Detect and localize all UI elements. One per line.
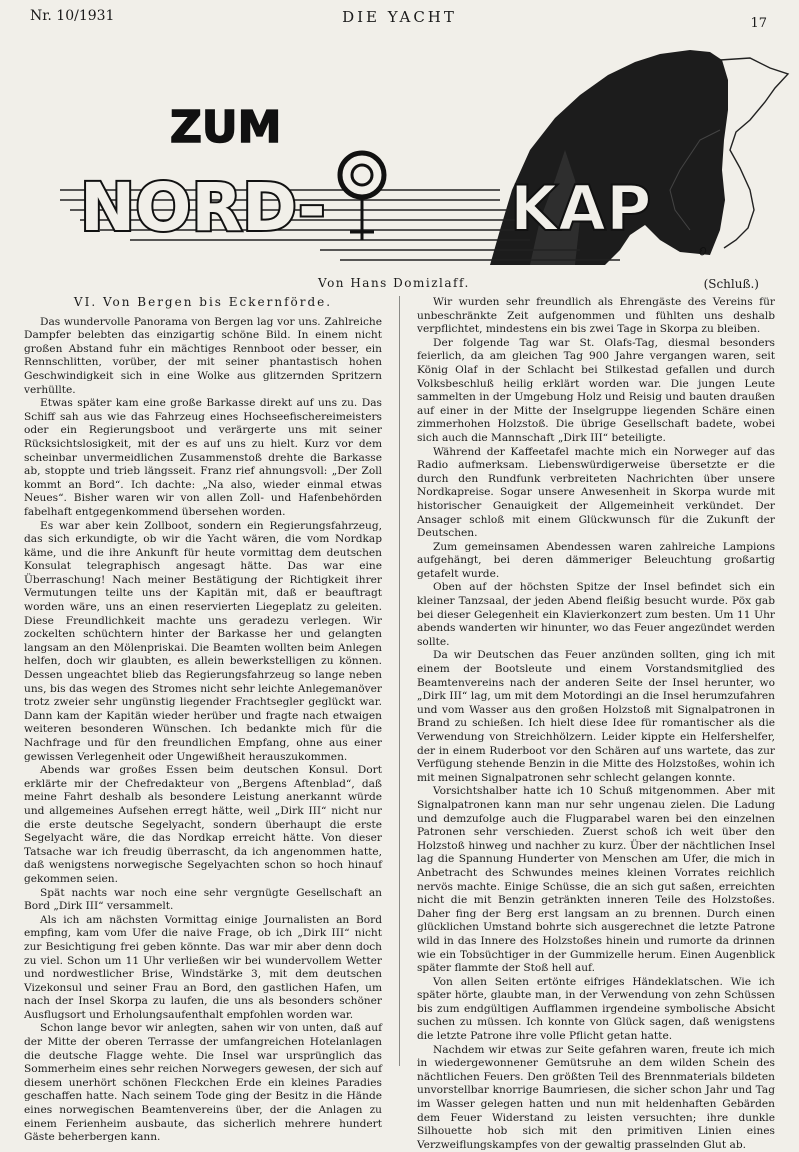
paragraph: Der folgende Tag war St. Olafs-Tag, diesmal besonders feierlich, da am gleichen Tag 900 Jahre vergangen waren, seit König Olaf in der Schlacht bei Stilkestad gefallen und durch Volksbeschluß heilig erklärt worden war. Die jungen Leute sammelten in der Umgebung Holz und Reisig und bauten draußen auf einer in der Mitte der Inselgruppe liegenden Schäre einen zimmerhohen Holzstoß. Die übrige Gesellschaft badete, wobei sich auch die Mannschaft „Dirk III“ beteiligte.	[417, 336, 775, 444]
paragraph: Schon lange bevor wir anlegten, sahen wir von unten, daß auf der Mitte der oberen Terrasse der umfangreichen Hotelanlagen die deutsche Flagge wehte. Die Insel war ursprünglich das Sommerheim eines sehr reichen Norwegers gewesen, der sich auf diesem unerhört schönen Fleckchen Erde ein kleines Paradies geschaffen hatte. Nach seinem Tode ging der Besitz in die Hände eines norwegischen Beamtenvereins über, der die Anlagen zu einem Ferienheim ausbaute, das sicherlich mehrere hundert Gäste beherbergen kann.	[24, 1022, 382, 1144]
issue-number: Nr. 10/1931	[30, 8, 115, 24]
paragraph: Nachdem wir etwas zur Seite gefahren waren, freute ich mich in wiedergewonnener Gemütsruhe an dem wilden Schein des nächtlichen Feuers. Den größten Teil des Brennmaterials bildeten unvorstellbar knorrige Baumriesen, die sicher schon Jahr und Tag im Wasser gelegen hatten und nun mit heldenhaften Gebärden dem Feuer Widerstand zu leisten versuchten; ihre dunkle Silhouette hob sich mit den primitiven Linien eines Verzweiflungskampfes von der gewaltig prasselnden Glut ab.	[417, 1043, 775, 1151]
coastline-map	[720, 58, 788, 248]
title-nord: NORD-	[80, 169, 326, 246]
title-kap: KAP	[510, 172, 652, 245]
right-column	[417, 296, 775, 1152]
left-column	[24, 296, 382, 1145]
page-number: 17	[750, 16, 767, 31]
sun-icon	[340, 153, 384, 240]
paragraph: Wir wurden sehr freundlich als Ehrengäste des Vereins für unbeschränkte Zeit aufgenommen und fühlten uns deshalb verpflichtet, mindestens ein bis zwei Tage in Skorpa zu bleiben.	[417, 296, 775, 336]
byline: Von Hans Domizlaff.	[318, 276, 470, 290]
paragraph: Von allen Seiten ertönte eifriges Händeklatschen. Wie ich später hörte, glaubte man, in der Verwendung von zehn Schüssen bis zum endgültigen Aufflammen irgendeine symbolische Absicht suchen zu müssen. Ich konnte von Glück sagen, daß wenigstens die letzte Patrone ihre volle Pflicht getan hatte.	[417, 975, 775, 1043]
title-illustration	[60, 40, 790, 270]
title-zum: ZUM	[170, 102, 282, 153]
paragraph: Zum gemeinsamen Abendessen waren zahlreiche Lampions aufgehängt, bei deren dämmeriger Beleuchtung großartig getafelt wurde.	[417, 540, 775, 580]
paragraph: Da wir Deutschen das Feuer anzünden sollten, ging ich mit einem der Bootsleute und einem Vorstandsmitglied des Beamtenvereins nach der anderen Seite der Insel herunter, wo „Dirk III“ lag, um mit dem Motordingi an die Insel herumzufahren und vom Wasser aus den großen Holzstoß mit Signalpatronen in Brand zu schießen. Ich hielt diese Idee für romantischer als die Verwendung von Streichhölzern. Leider kippte ein Helfershelfer, der in einem Ruderboot vor den Schären auf uns wartete, das zur Verfügung stehende Benzin in die Mitte des Holzstoßes, wohin ich mit meinen Signalpatronen sehr schlecht gelangen konnte.	[417, 649, 775, 784]
paragraph: Als ich am nächsten Vormittag einige Journalisten an Bord empfing, kam vom Ufer die naive Frage, ob ich „Dirk III“ nicht zur Besichtigung frei geben könnte. Das war mir aber denn doch zu viel. Schon um 11 Uhr verließen wir bei wundervollem Wetter und nordwestlicher Brise, Windstärke 3, mit dem deutschen Vizekonsul und seiner Frau an Bord, den gastlichen Hafen, um nach der Insel Skorpa zu laufen, die uns als besonders schöner Ausflugsort und Erholungsaufenthalt empfohlen worden war.	[24, 913, 382, 1021]
paragraph: Vorsichtshalber hatte ich 10 Schuß mitgenommen. Aber mit Signalpatronen kann man nur sehr ungenau zielen. Die Ladung und demzufolge auch die Flugparabel waren bei den einzelnen Patronen sehr verschieden. Zuerst schoß ich weit über den Holzstoß hinweg und nachher zu kurz. Über der nächtlichen Insel lag die Spannung Hunderter von Menschen am Ufer, die mich in Anbetracht des Schwundes meines kleinen Vorrates reichlich nervös machte. Einige Schüsse, die an sich gut saßen, erreichten nicht die mit Benzin getränkten inneren Teile des Holzstoßes. Daher fing der Berg erst langsam an zu brennen. Durch einen glücklichen Umstand bohrte sich ausgerechnet die letzte Patrone wild in das Innere des Holzstoßes hinein und rumorte da drinnen wie ein Tobsüchtiger in der Gummizelle herum. Einen Augenblick später flammte der Stoß hell auf.	[417, 785, 775, 975]
paragraph: Spät nachts war noch eine sehr vergnügte Gesellschaft an Bord „Dirk III“ versammelt.	[24, 886, 382, 913]
section-heading: VI. Von Bergen bis Eckernförde.	[73, 295, 333, 309]
paragraph: Während der Kaffeetafel machte mich ein Norweger auf das Radio aufmerksam. Liebenswürdigerweise übersetzte er die durch den Rundfunk verbreiteten Nachrichten über unsere Nordkapreise. Sogar unsere Anwesenheit in Skorpa wurde mit historischer Genauigkeit der Allgemeinheit verkündet. Der Ansager schloß mit einem Glückwunsch für die Zukunft der Deutschen.	[417, 445, 775, 540]
paragraph: Das wundervolle Panorama von Bergen lag vor uns. Zahlreiche Dampfer belebten das einzigartig schöne Bild. In einem nicht großen Abstand fuhr ein mächtiges Rennboot oder besser, ein Rennschlitten, vorüber, der mit seiner phantastisch hohen Geschwindigkeit sich in eine Wolke aus glitzernden Spritzern verhüllte.	[24, 315, 382, 396]
paragraph: Es war aber kein Zollboot, sondern ein Regierungsfahrzeug, das sich erkundigte, ob wir die Yacht wären, die vom Nordkap käme, und die ihre Ankunft für heute vormittag dem deutschen Konsulat telegraphisch angesagt hätte. Das war eine Überraschung! Nach meiner Bestätigung der Richtigkeit ihrer Vermutungen teilte uns der Kapitän mit, daß er beauftragt worden wäre, uns an einen reservierten Liegeplatz zu geleiten. Diese Freundlichkeit machte uns geradezu verlegen. Wir zockelten schüchtern hinter der Barkasse her und gelangten langsam an den Mölenpriskai. Die Beamten wollten beim Anlegen helfen, doch wir glaubten, es allein bewerkstelligen zu können. Dessen ungeachtet blieb das Regierungsfahrzeug so lange neben uns, bis das wegen des Stromes nicht sehr leichte Anlegemanöver trotz zweier sehr ungünstig liegender Frachtsegler geglückt war. Dann kam der Kapitän wieder herüber und fragte nach etwaigen weiteren besonderen Wünschen. Ich bedankte mich für die Nachfrage und für den freundlichen Empfang, ohne aus einer gewissen Verlegenheit oder Ungewißheit herauszukommen.	[24, 519, 382, 763]
paragraph: Abends war großes Essen beim deutschen Konsul. Dort erklärte mir der Chefredakteur von „Bergens Aftenblad“, daß meine Fahrt deshalb als besondere Leistung anerkannt würde und allgemeines Aufsehen erregt hätte, weil „Dirk III“ nicht nur die erste deutsche Segelyacht, sondern überhaupt die erste Segelyacht wäre, die das Nordkap erreicht hätte. Von dieser Tatsache war ich freudig überrascht, da ich angenommen hatte, daß wenigstens norwegische Segelyachten schon so hoch hinauf gekommen seien.	[24, 764, 382, 885]
column-divider	[399, 296, 400, 1066]
paragraph: Oben auf der höchsten Spitze der Insel befindet sich ein kleiner Tanzsaal, der jeden Abend fleißig besucht wurde. Pöx gab bei dieser Gelegenheit ein Klavierkonzert zum besten. Um 11 Uhr abends wanderten wir hinunter, wo das Feuer angezündet werden sollte.	[417, 581, 775, 648]
continuation-note: (Schluß.)	[703, 277, 759, 291]
paragraph: Etwas später kam eine große Barkasse direkt auf uns zu. Das Schiff sah aus wie das Fahrzeug eines Hochseefischereimeisters oder ein Regierungsboot und verärgerte uns mit seiner Rücksichtslosigkeit, mit der es auf uns zu hielt. Kurz vor dem scheinbar unvermeidlichen Zusammenstoß drehte die Barkasse ab, stoppte und trieb längsseit. Franz rief ahnungsvoll: „Der Zoll kommt an Bord“. Ich dachte: „Na also, wieder einmal etwas Neues“. Bisher waren wir von allen Zoll- und Hafenbehörden fabelhaft entgegenkommend übersehen worden.	[24, 397, 382, 518]
magazine-title: DIE YACHT	[342, 8, 457, 26]
